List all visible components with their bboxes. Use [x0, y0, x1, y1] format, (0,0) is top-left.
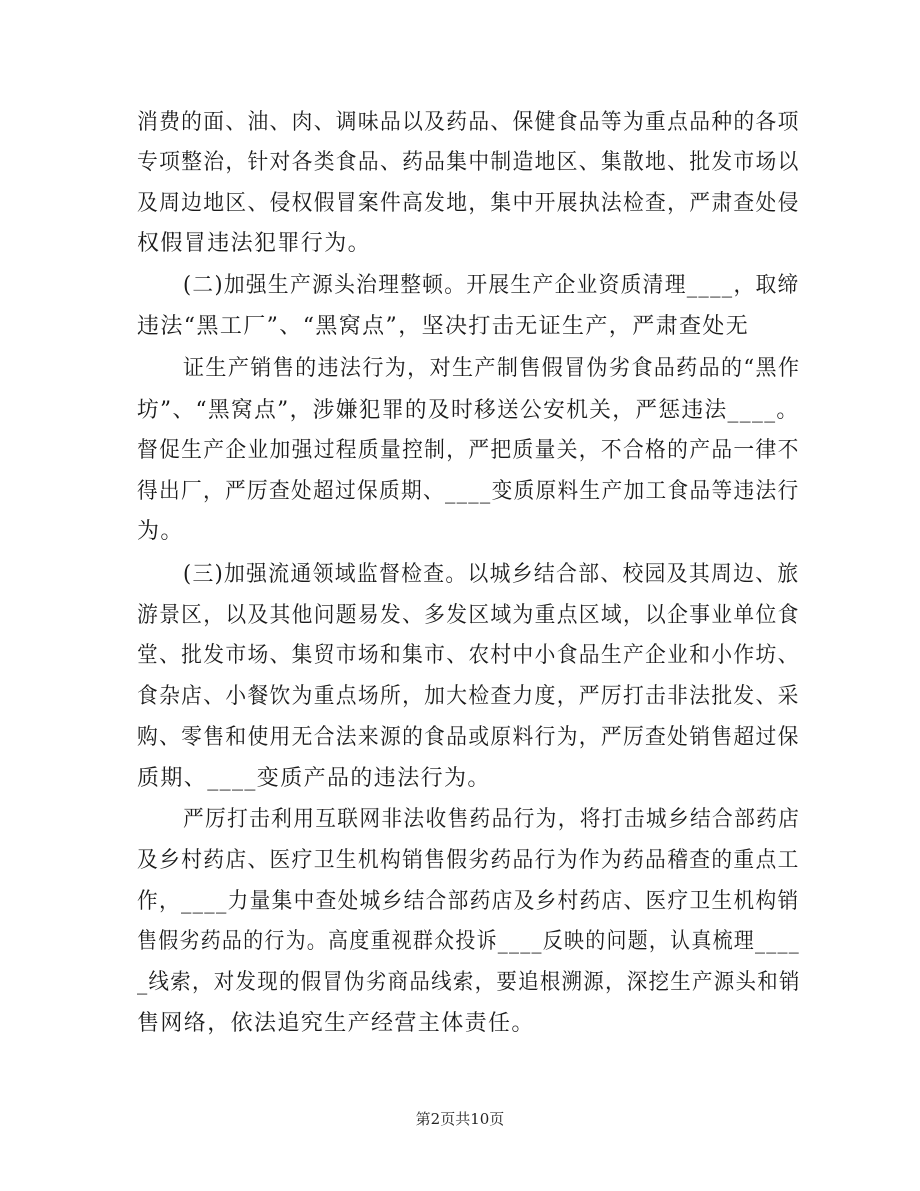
- text-line-6: 违法“黑工厂”、“黑窝点”，坚决打击无证生产，严肃查处无: [137, 314, 750, 339]
- text-line-17: 质期、____变质产品的违法行为。: [137, 766, 491, 791]
- text-line-16: 购、零售和使用无合法来源的食品或原料行为，严厉查处销售超过保: [137, 725, 800, 750]
- text-line-13: 游景区，以及其他问题易发、多发区域为重点区域，以企事业单位食: [137, 603, 800, 628]
- text-line-10: 得出厂，严厉查处超过保质期、____变质原料生产加工食品等违法行: [137, 479, 800, 504]
- text-line-4: 权假冒违法犯罪行为。: [137, 231, 372, 256]
- text-line-12: (三)加强流通领域监督检查。以城乡结合部、校园及其周边、旅: [183, 562, 800, 587]
- text-line-15: 食杂店、小餐饮为重点场所，加大检查力度，严厉打击非法批发、采: [137, 684, 800, 709]
- text-line-2: 专项整治，针对各类食品、药品集中制造地区、集散地、批发市场以: [137, 150, 800, 175]
- text-line-18: 严厉打击利用互联网非法收售药品行为，将打击城乡结合部药店: [183, 807, 801, 832]
- text-line-19: 及乡村药店、医疗卫生机构销售假劣药品行为作为药品稽查的重点工: [137, 848, 800, 873]
- page-number: 第2页共10页: [415, 1110, 505, 1128]
- text-line-22: _线索，对发现的假冒伪劣商品线索，要追根溯源，深挖生产源头和销: [137, 970, 801, 995]
- text-line-14: 堂、批发市场、集贸市场和集市、农村中小食品生产企业和小作坊、: [137, 643, 800, 668]
- text-line-11: 为。: [137, 519, 184, 544]
- text-line-7: 证生产销售的违法行为，对生产制售假冒伪劣食品药品的“黑作: [183, 356, 801, 381]
- text-line-20: 作，____力量集中查处城乡结合部药店及乡村药店、医疗卫生机构销: [137, 889, 800, 914]
- text-line-21: 售假劣药品的行为。高度重视群众投诉____反映的问题，认真梳理____: [137, 929, 801, 954]
- text-line-5: (二)加强生产源头治理整顿。开展生产企业资质清理____，取缔: [183, 273, 800, 298]
- text-line-3: 及周边地区、侵权假冒案件高发地，集中开展执法检查，严肃查处侵: [137, 191, 800, 216]
- text-line-8: 坊”、“黑窝点”，涉嫌犯罪的及时移送公安机关，严惩违法____。: [137, 398, 800, 423]
- text-line-23: 售网络，依法追究生产经营主体责任。: [137, 1011, 535, 1036]
- text-line-9: 督促生产企业加强过程质量控制，严把质量关，不合格的产品一律不: [137, 438, 800, 463]
- text-line-1: 消费的面、油、肉、调味品以及药品、保健食品等为重点品种的各项: [137, 110, 800, 135]
